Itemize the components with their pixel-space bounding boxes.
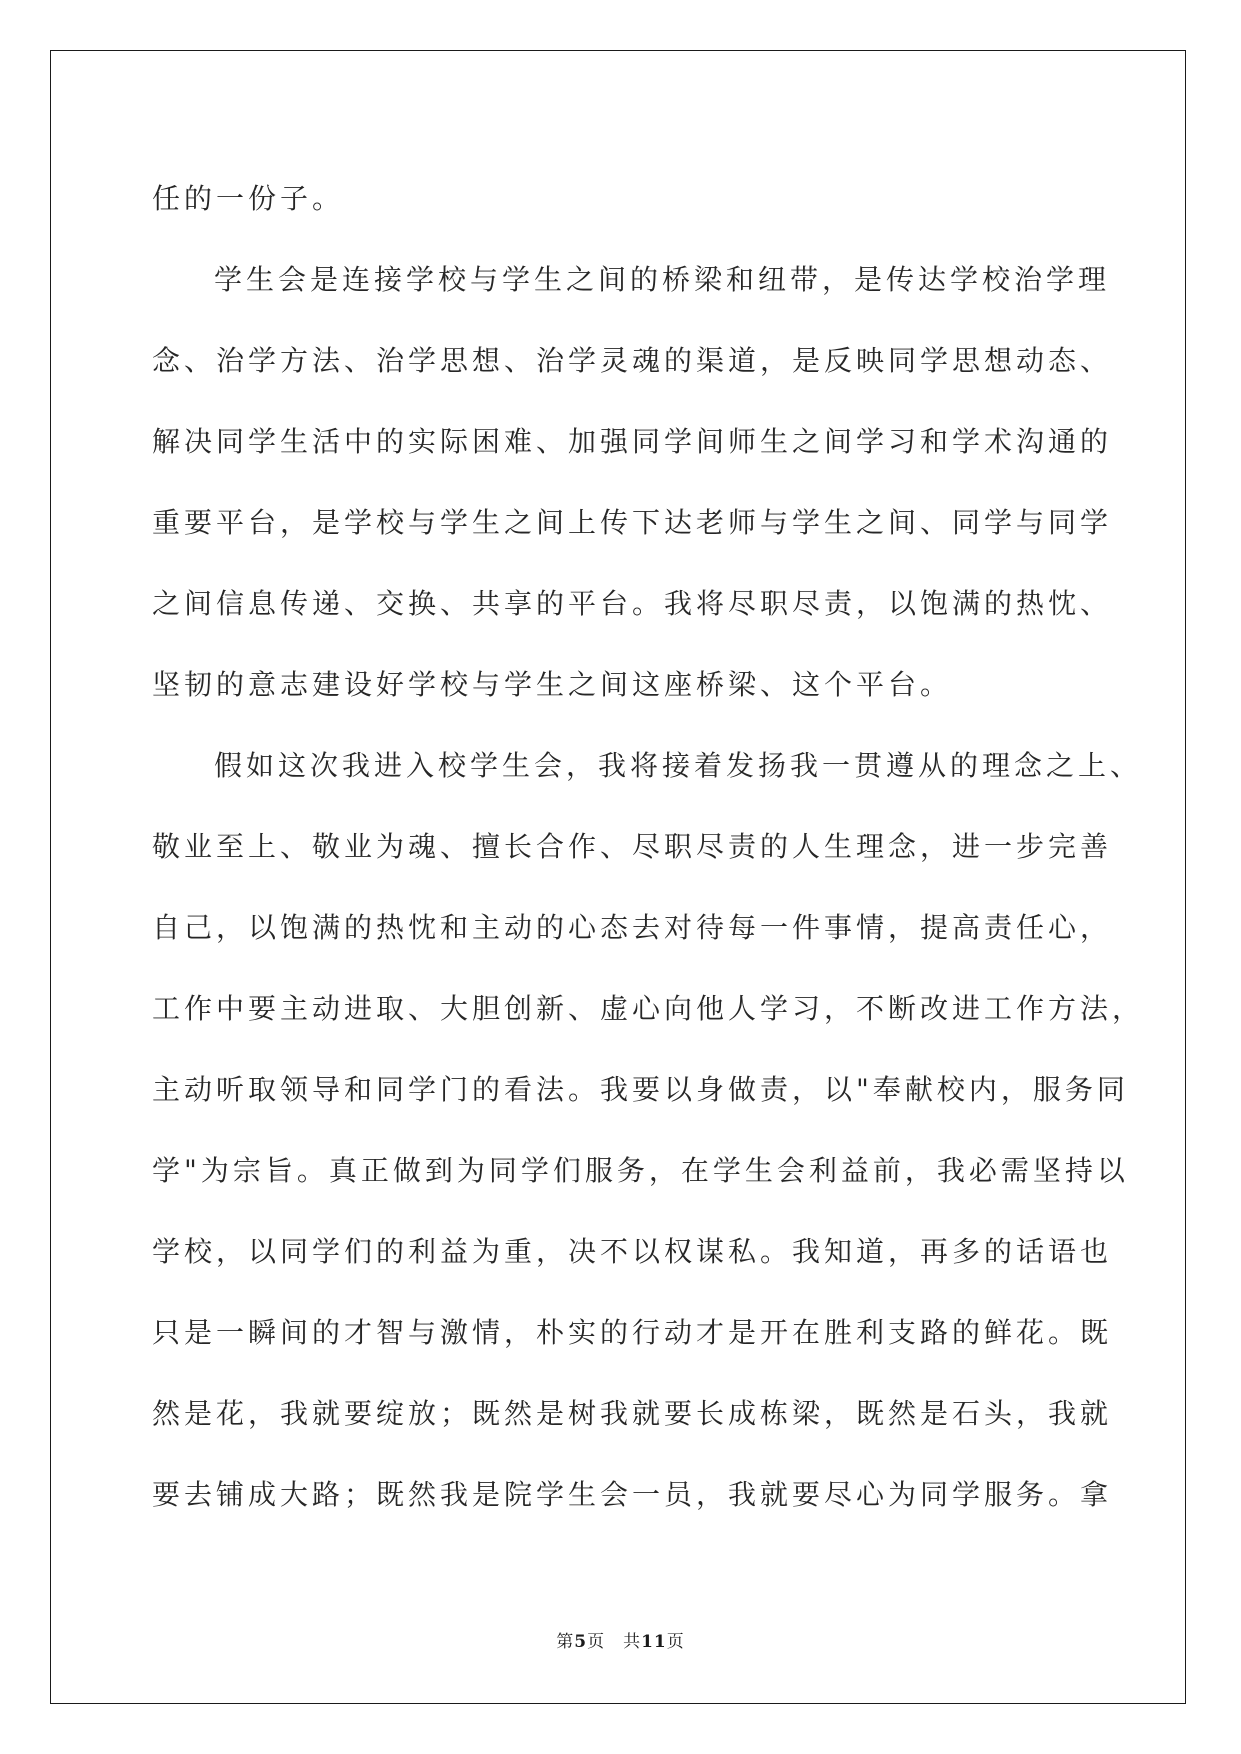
text-line-14: 学校，以同学们的利益为重，决不以权谋私。我知道，再多的话语也 [152, 1235, 1113, 1268]
total-suffix: 页 [666, 1632, 685, 1652]
total-pages: 11 [641, 1632, 667, 1652]
text-line-11: 工作中要主动进取、大胆创新、虚心向他人学习，不断改进工作方法， [152, 992, 1145, 1025]
text-line-5: 重要平台，是学校与学生之间上传下达老师与学生之间、同学与同学 [152, 506, 1113, 539]
text-line-9: 敬业至上、敬业为魂、擅长合作、尽职尽责的人生理念，进一步完善 [152, 830, 1113, 863]
page-suffix: 页 [587, 1632, 606, 1652]
text-line-15: 只是一瞬间的才智与激情，朴实的行动才是开在胜利支路的鲜花。既 [152, 1316, 1113, 1349]
text-line-8: 假如这次我进入校学生会，我将接着发扬我一贯遵从的理念之上、 [214, 749, 1143, 782]
page-number: 5 [574, 1632, 588, 1652]
text-line-4: 解决同学生活中的实际困难、加强同学间师生之间学习和学术沟通的 [152, 425, 1113, 458]
text-line-10: 自己，以饱满的热忱和主动的心态去对待每一件事情，提高责任心， [152, 911, 1113, 944]
text-line-3: 念、治学方法、治学思想、治学灵魂的渠道，是反映同学思想动态、 [152, 344, 1113, 377]
page-prefix: 第 [556, 1632, 575, 1652]
text-line-2: 学生会是连接学校与学生之间的桥梁和纽带，是传达学校治学理 [214, 263, 1111, 296]
text-line-17: 要去铺成大路；既然我是院学生会一员，我就要尽心为同学服务。拿 [152, 1478, 1113, 1511]
text-line-6: 之间信息传递、交换、共享的平台。我将尽职尽责，以饱满的热忱、 [152, 587, 1113, 620]
text-line-12: 主动听取领导和同学门的看法。我要以身做责，以"奉献校内，服务同 [152, 1073, 1129, 1106]
document-body [152, 158, 1145, 1535]
text-line-16: 然是花，我就要绽放；既然是树我就要长成栋梁，既然是石头，我就 [152, 1397, 1113, 1430]
text-line-1: 任的一份子。 [152, 182, 345, 215]
page-footer [0, 1627, 1241, 1652]
text-line-13: 学"为宗旨。真正做到为同学们服务，在学生会利益前，我必需坚持以 [152, 1154, 1129, 1187]
total-prefix: 共 [623, 1632, 642, 1652]
text-line-7: 坚韧的意志建设好学校与学生之间这座桥梁、这个平台。 [152, 668, 953, 701]
